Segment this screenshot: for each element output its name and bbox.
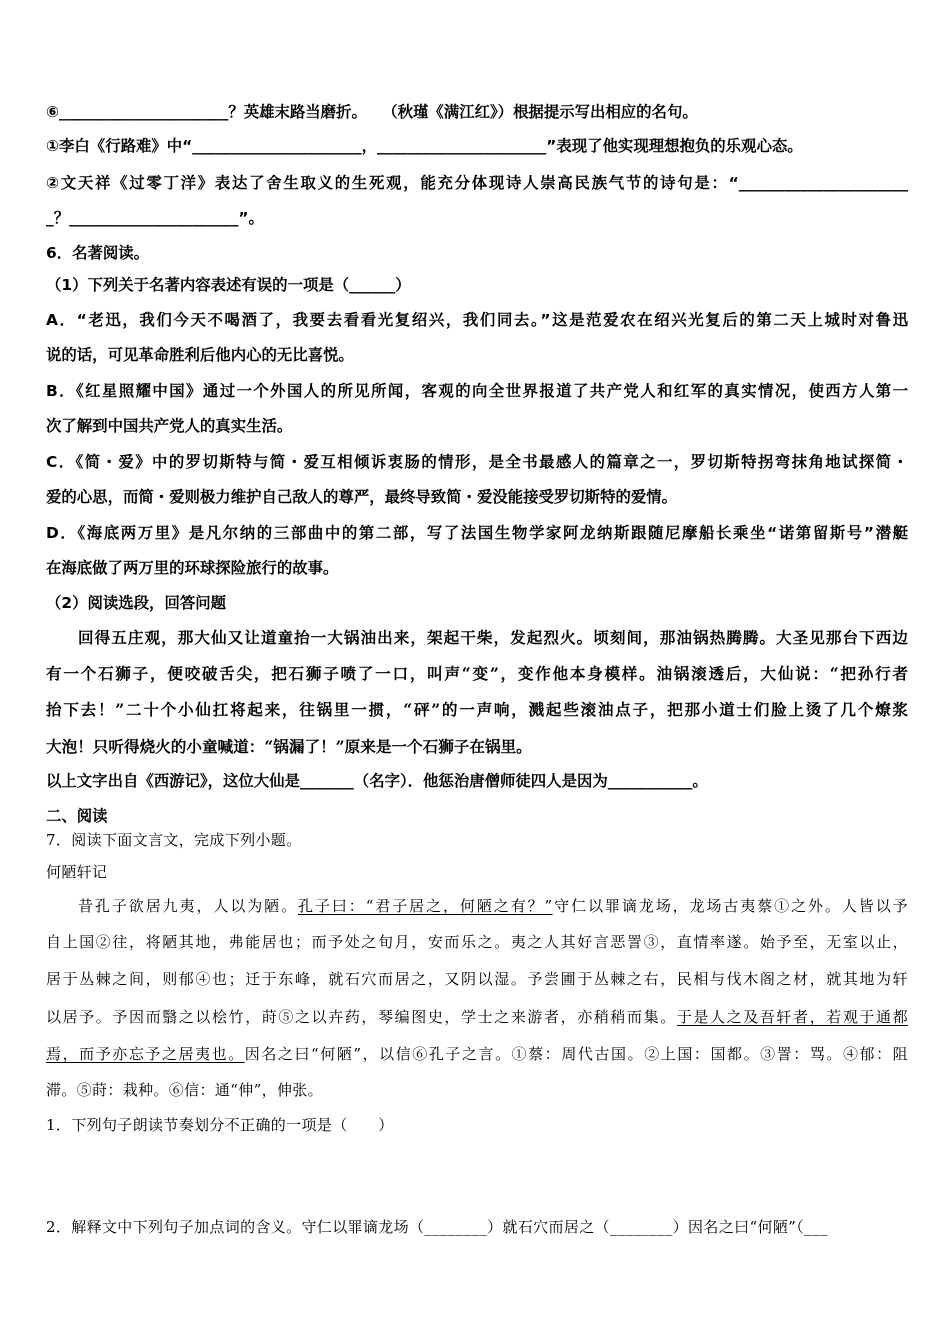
question-7-1: 1．下列句子朗读节奏划分不正确的一项是（ ） (46, 1116, 394, 1134)
section-2-heading: 二、阅读 (46, 807, 108, 825)
excerpt-line-2: 有一个石狮子，便咬破舌尖，把石狮子喷了一口，叫声“变”，变作他本身模样。油锅滚透后，大仙说：“把孙行者 (46, 664, 908, 683)
question-6-2: （2）阅读选段，回答问题 (46, 594, 227, 612)
underlined-sentence: 于是人之及吾轩者，若观于通都 (676, 1008, 908, 1026)
option-d-line-1: D．《海底两万里》是凡尔纳的三部曲中的第二部，写了法国生物学家阿龙纳斯跟随尼摩船长乘坐“诺第留斯号”潜艇 (46, 524, 908, 542)
question-6-2-prompt: 以上文字出自《西游记》，这位大仙是_______（名字）．他惩治唐僧师徒四人是因为___________。 (46, 772, 708, 790)
poem-line-libai: ①李白《行路难》中“______________________，______________________”表现了他实现理想抱负的乐观心态。 (46, 137, 803, 155)
poem-line-wentianxiang-cont: _？______________________”。 (46, 209, 264, 227)
excerpt-line-3: 抬下去！”二十个小仙扛将起来，往锅里一掼，“砰”的一声响，溅起些滚油点子，把那小道士们脸上烫了几个燎浆 (46, 700, 908, 719)
article-text: 守仁以罪谪龙场，龙场古夷蔡①之外。人皆以予 (552, 897, 908, 915)
article-line-5 (46, 1043, 908, 1065)
underlined-sentence: 焉，而予亦忘予之居夷也。 (46, 1045, 245, 1063)
poem-line-wentianxiang: ②文天祥《过零丁洋》表达了舍生取义的生死观，能充分体现诗人崇高民族气节的诗句是：“______________________ (46, 174, 908, 192)
article-text: 昔孔子欲居九夷，人以为陋。 (78, 897, 299, 915)
question-7-title: 7．阅读下面文言文，完成下列小题。 (46, 831, 302, 849)
question-6-title: 6．名著阅读。 (46, 244, 150, 262)
option-c-line-2: 爱的心思，而简・爱则极力维护自己敌人的尊严，最终导致简・爱没能接受罗切斯特的爱情。 (46, 488, 678, 506)
article-line-4 (46, 1006, 908, 1028)
article-line-1 (78, 895, 908, 917)
question-7-2: 2．解释文中下列句子加点词的含义。守仁以罪谪龙场（________）就石穴而居之（________）因名之曰“何陋”（___ (46, 1218, 828, 1236)
option-c-line-1: C．《简・爱》中的罗切斯特与简・爱互相倾诉衷肠的情形，是全书最感人的篇章之一，罗切斯特拐弯抹角地试探简・ (46, 453, 908, 471)
question-6-1: （1）下列关于名著内容表述有误的一项是（______） (46, 276, 411, 294)
option-d-line-2: 在海底做了两万里的环球探险旅行的故事。 (46, 559, 339, 577)
article-line-2: 自上国②往，将陋其地，弗能居也；而予处之旬月，安而乐之。夷之人其好言恶詈③，直情率遂。始予至，无室以止， (46, 933, 908, 951)
poem-line-6: ⑥______________________？英雄末路当磨折。 （秋瑾《满江红》）根据提示写出相应的名句。 (46, 103, 698, 121)
article-title: 何陋轩记 (46, 863, 108, 881)
excerpt-line-1: 回得五庄观，那大仙又让道童抬一大锅油出来，架起干柴，发起烈火。顷刻间，那油锅热腾腾。大圣见那台下西边 (78, 628, 908, 647)
article-line-6: 滞。⑤莳：栽种。⑥信：通“伸”，伸张。 (46, 1081, 323, 1099)
article-line-3: 居于丛棘之间，则郁④也；迁于东峰，就石穴而居之，又阴以湿。予尝圃于丛棘之右，民相与伐木阁之材，就其地为轩 (46, 970, 908, 988)
option-a-line-2: 说的话，可见革命胜利后他内心的无比喜悦。 (46, 346, 354, 364)
excerpt-line-4: 大泡！只听得烧火的小童喊道：“锅漏了！”原来是一个石狮子在锅里。 (46, 737, 532, 756)
option-b-line-2: 次了解到中国共产党人的真实生活。 (46, 417, 293, 435)
option-a-line-1: A．“老迅，我们今天不喝酒了，我要去看看光复绍兴，我们同去。”这是范爱农在绍兴光复后的第二天上城时对鲁迅 (46, 311, 908, 329)
underlined-sentence: 孔子曰：“君子居之，何陋之有？” (298, 897, 553, 915)
option-b-line-1: B．《红星照耀中国》通过一个外国人的所见所闻，客观的向全世界报道了共产党人和红军的真实情况，使西方人第一 (46, 382, 908, 400)
article-text: 以居予。予因而翳之以桧竹，莳⑤之以卉药，琴编图史，学士之来游者，亦稍稍而集。 (46, 1008, 677, 1026)
article-text: 因名之曰“何陋”，以信⑥孔子之言。①蔡：周代古国。②上国：国都。③詈：骂。④郁：阻 (244, 1045, 908, 1063)
